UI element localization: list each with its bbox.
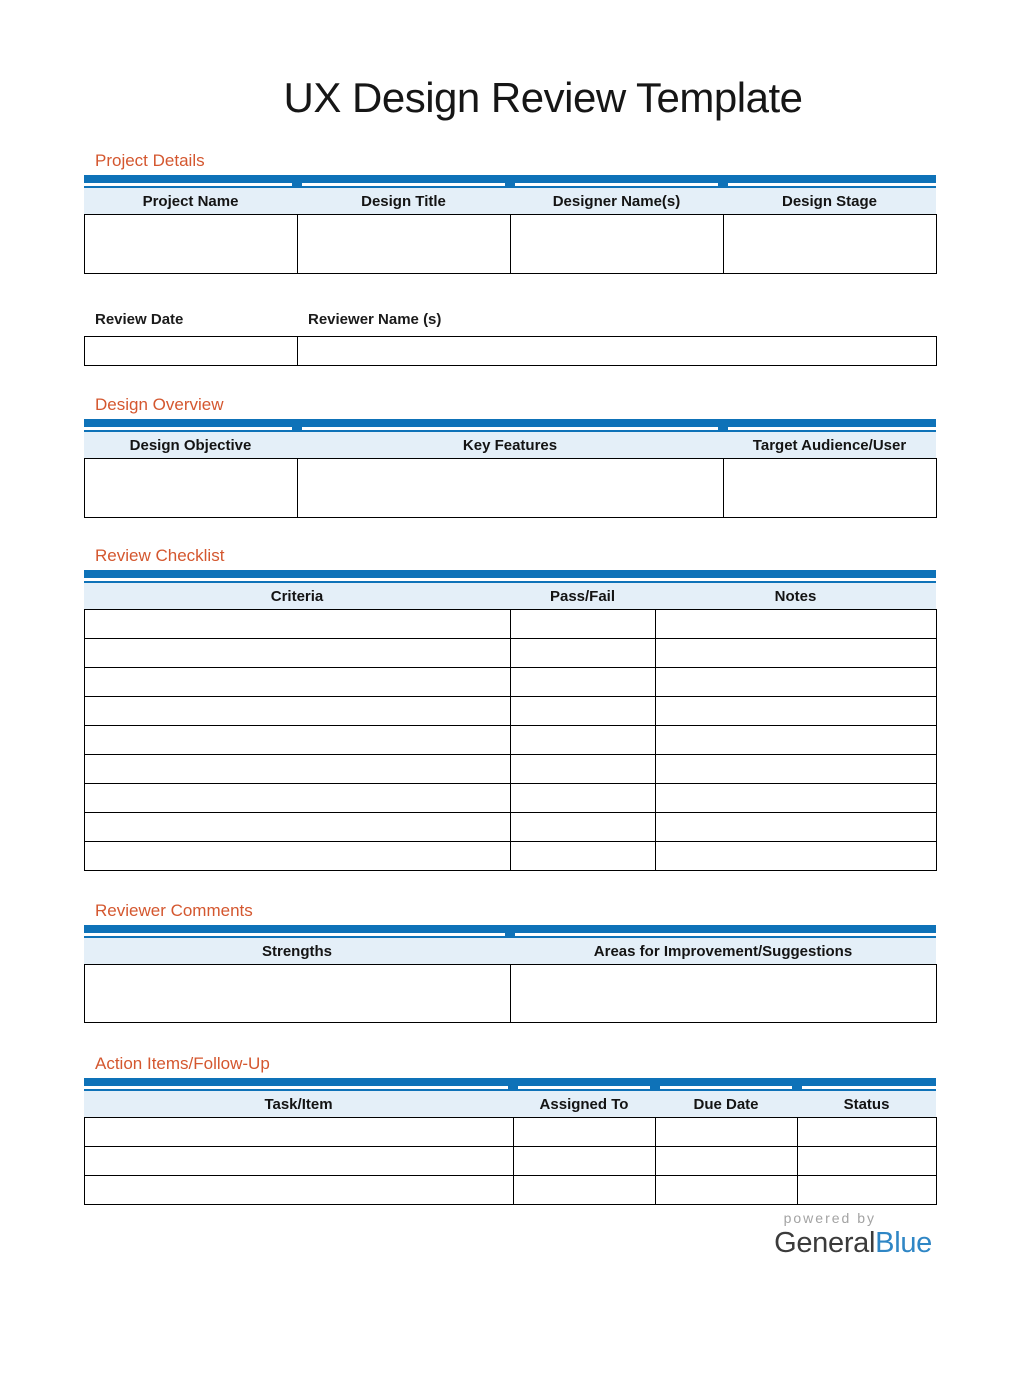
column-header-improvements: Areas for Improvement/Suggestions xyxy=(593,942,853,960)
passfail-cell[interactable] xyxy=(511,726,656,755)
table-row xyxy=(85,215,937,274)
section-review-info xyxy=(84,311,936,366)
design-title-cell[interactable] xyxy=(298,215,511,274)
criteria-cell[interactable] xyxy=(85,755,511,784)
column-header-target-audience: Target Audience/User xyxy=(752,436,907,454)
assigned-to-cell[interactable] xyxy=(514,1147,656,1176)
column-tick xyxy=(505,183,515,186)
table-row xyxy=(85,755,937,784)
column-tick xyxy=(650,1086,660,1089)
table-row xyxy=(85,965,937,1023)
criteria-cell[interactable] xyxy=(85,784,511,813)
designer-names-cell[interactable] xyxy=(511,215,724,274)
section-review-checklist xyxy=(84,546,936,871)
section-design-overview xyxy=(84,395,936,518)
criteria-cell[interactable] xyxy=(85,668,511,697)
column-header-design-title: Design Title xyxy=(361,192,446,210)
divider-gap xyxy=(84,578,936,581)
project-details-table xyxy=(84,214,937,274)
criteria-cell[interactable] xyxy=(85,639,511,668)
passfail-cell[interactable] xyxy=(511,697,656,726)
comments-table xyxy=(84,964,937,1023)
target-audience-cell[interactable] xyxy=(724,459,937,518)
notes-cell[interactable] xyxy=(656,610,937,639)
design-overview-table xyxy=(84,458,937,518)
notes-cell[interactable] xyxy=(656,639,937,668)
column-header-notes: Notes xyxy=(774,587,817,605)
table-row xyxy=(85,459,937,518)
table-row xyxy=(85,1147,937,1176)
table-row xyxy=(85,813,937,842)
column-header-strengths: Strengths xyxy=(261,942,332,960)
key-features-cell[interactable] xyxy=(298,459,724,518)
table-row xyxy=(85,1176,937,1205)
design-overview-header-row xyxy=(84,432,936,458)
section-divider-bar xyxy=(84,1078,936,1091)
divider-thick-bar xyxy=(84,175,936,183)
column-tick xyxy=(792,1086,802,1089)
passfail-cell[interactable] xyxy=(511,639,656,668)
table-row xyxy=(85,697,937,726)
review-date-cell[interactable] xyxy=(85,337,298,366)
passfail-cell[interactable] xyxy=(511,784,656,813)
column-header-designer-names: Designer Name(s) xyxy=(552,192,681,210)
reviewer-names-cell[interactable] xyxy=(298,337,937,366)
column-header-pass-fail: Pass/Fail xyxy=(549,587,616,605)
passfail-cell[interactable] xyxy=(511,755,656,784)
column-header-task-item: Task/Item xyxy=(264,1095,333,1113)
comments-header-row xyxy=(84,938,936,964)
table-row xyxy=(85,337,937,366)
status-cell[interactable] xyxy=(798,1147,937,1176)
column-tick xyxy=(292,427,302,430)
checklist-table xyxy=(84,609,937,871)
brand-blue-text: Blue xyxy=(875,1227,932,1260)
review-info-labels xyxy=(84,311,936,328)
column-tick xyxy=(505,933,515,936)
page-title: UX Design Review Template xyxy=(283,74,803,121)
review-date-label: Review Date xyxy=(95,311,184,329)
column-tick xyxy=(292,183,302,186)
column-tick xyxy=(508,1086,518,1089)
section-divider-bar xyxy=(84,925,936,938)
due-date-cell[interactable] xyxy=(656,1176,798,1205)
powered-by-label: powered by xyxy=(783,1210,876,1227)
column-header-design-stage: Design Stage xyxy=(781,192,878,210)
column-header-project-name: Project Name xyxy=(142,192,239,210)
project-details-header-row xyxy=(84,188,936,214)
divider-gap xyxy=(84,933,936,936)
column-tick xyxy=(718,183,728,186)
improvements-cell[interactable] xyxy=(511,965,937,1023)
assigned-to-cell[interactable] xyxy=(514,1118,656,1147)
section-action-items xyxy=(84,1054,936,1205)
task-cell[interactable] xyxy=(85,1118,514,1147)
passfail-cell[interactable] xyxy=(511,813,656,842)
column-header-due-date: Due Date xyxy=(693,1095,759,1113)
section-heading-project-details: Project Details xyxy=(95,151,205,171)
section-divider-bar xyxy=(84,570,936,583)
due-date-cell[interactable] xyxy=(656,1118,798,1147)
divider-thick-bar xyxy=(84,419,936,427)
due-date-cell[interactable] xyxy=(656,1147,798,1176)
notes-cell[interactable] xyxy=(656,697,937,726)
criteria-cell[interactable] xyxy=(85,813,511,842)
table-row xyxy=(85,726,937,755)
action-items-table xyxy=(84,1117,937,1205)
checklist-header-row xyxy=(84,583,936,609)
notes-cell[interactable] xyxy=(656,668,937,697)
table-row xyxy=(85,668,937,697)
column-header-assigned-to: Assigned To xyxy=(539,1095,629,1113)
review-info-table xyxy=(84,336,937,366)
divider-thick-bar xyxy=(84,925,936,933)
section-project-details xyxy=(84,151,936,274)
section-divider-bar xyxy=(84,175,936,188)
section-heading-action-items: Action Items/Follow-Up xyxy=(95,1054,270,1074)
document-body xyxy=(84,151,936,1205)
section-reviewer-comments xyxy=(84,901,936,1023)
passfail-cell[interactable] xyxy=(511,842,656,871)
passfail-cell[interactable] xyxy=(511,610,656,639)
project-name-cell[interactable] xyxy=(85,215,298,274)
status-cell[interactable] xyxy=(798,1176,937,1205)
notes-cell[interactable] xyxy=(656,842,937,871)
generalblue-logo xyxy=(774,1227,932,1259)
assigned-to-cell[interactable] xyxy=(514,1176,656,1205)
column-header-status: Status xyxy=(843,1095,890,1113)
task-cell[interactable] xyxy=(85,1176,514,1205)
strengths-cell[interactable] xyxy=(85,965,511,1023)
reviewer-name-label: Reviewer Name (s) xyxy=(308,311,442,329)
column-header-criteria: Criteria xyxy=(270,587,324,605)
divider-gap xyxy=(84,427,936,430)
divider-thick-bar xyxy=(84,570,936,578)
table-row xyxy=(85,610,937,639)
section-heading-reviewer-comments: Reviewer Comments xyxy=(95,901,253,921)
notes-cell[interactable] xyxy=(656,813,937,842)
design-stage-cell[interactable] xyxy=(724,215,937,274)
table-row xyxy=(85,842,937,871)
table-row xyxy=(85,1118,937,1147)
design-objective-cell[interactable] xyxy=(85,459,298,518)
column-header-design-objective: Design Objective xyxy=(129,436,252,454)
column-tick xyxy=(718,427,728,430)
brand-general-text: General xyxy=(774,1227,876,1260)
criteria-cell[interactable] xyxy=(85,726,511,755)
notes-cell[interactable] xyxy=(656,755,937,784)
section-heading-design-overview: Design Overview xyxy=(95,395,224,415)
table-row xyxy=(85,639,937,668)
section-heading-review-checklist: Review Checklist xyxy=(95,546,225,566)
criteria-cell[interactable] xyxy=(85,842,511,871)
status-cell[interactable] xyxy=(798,1118,937,1147)
task-cell[interactable] xyxy=(85,1147,514,1176)
divider-thick-bar xyxy=(84,1078,936,1086)
notes-cell[interactable] xyxy=(656,784,937,813)
criteria-cell[interactable] xyxy=(85,610,511,639)
criteria-cell[interactable] xyxy=(85,697,511,726)
action-items-header-row xyxy=(84,1091,936,1117)
divider-gap xyxy=(84,183,936,186)
footer xyxy=(84,1209,936,1259)
table-row xyxy=(85,784,937,813)
notes-cell[interactable] xyxy=(656,726,937,755)
section-divider-bar xyxy=(84,419,936,432)
divider-gap xyxy=(84,1086,936,1089)
column-header-key-features: Key Features xyxy=(462,436,558,454)
passfail-cell[interactable] xyxy=(511,668,656,697)
